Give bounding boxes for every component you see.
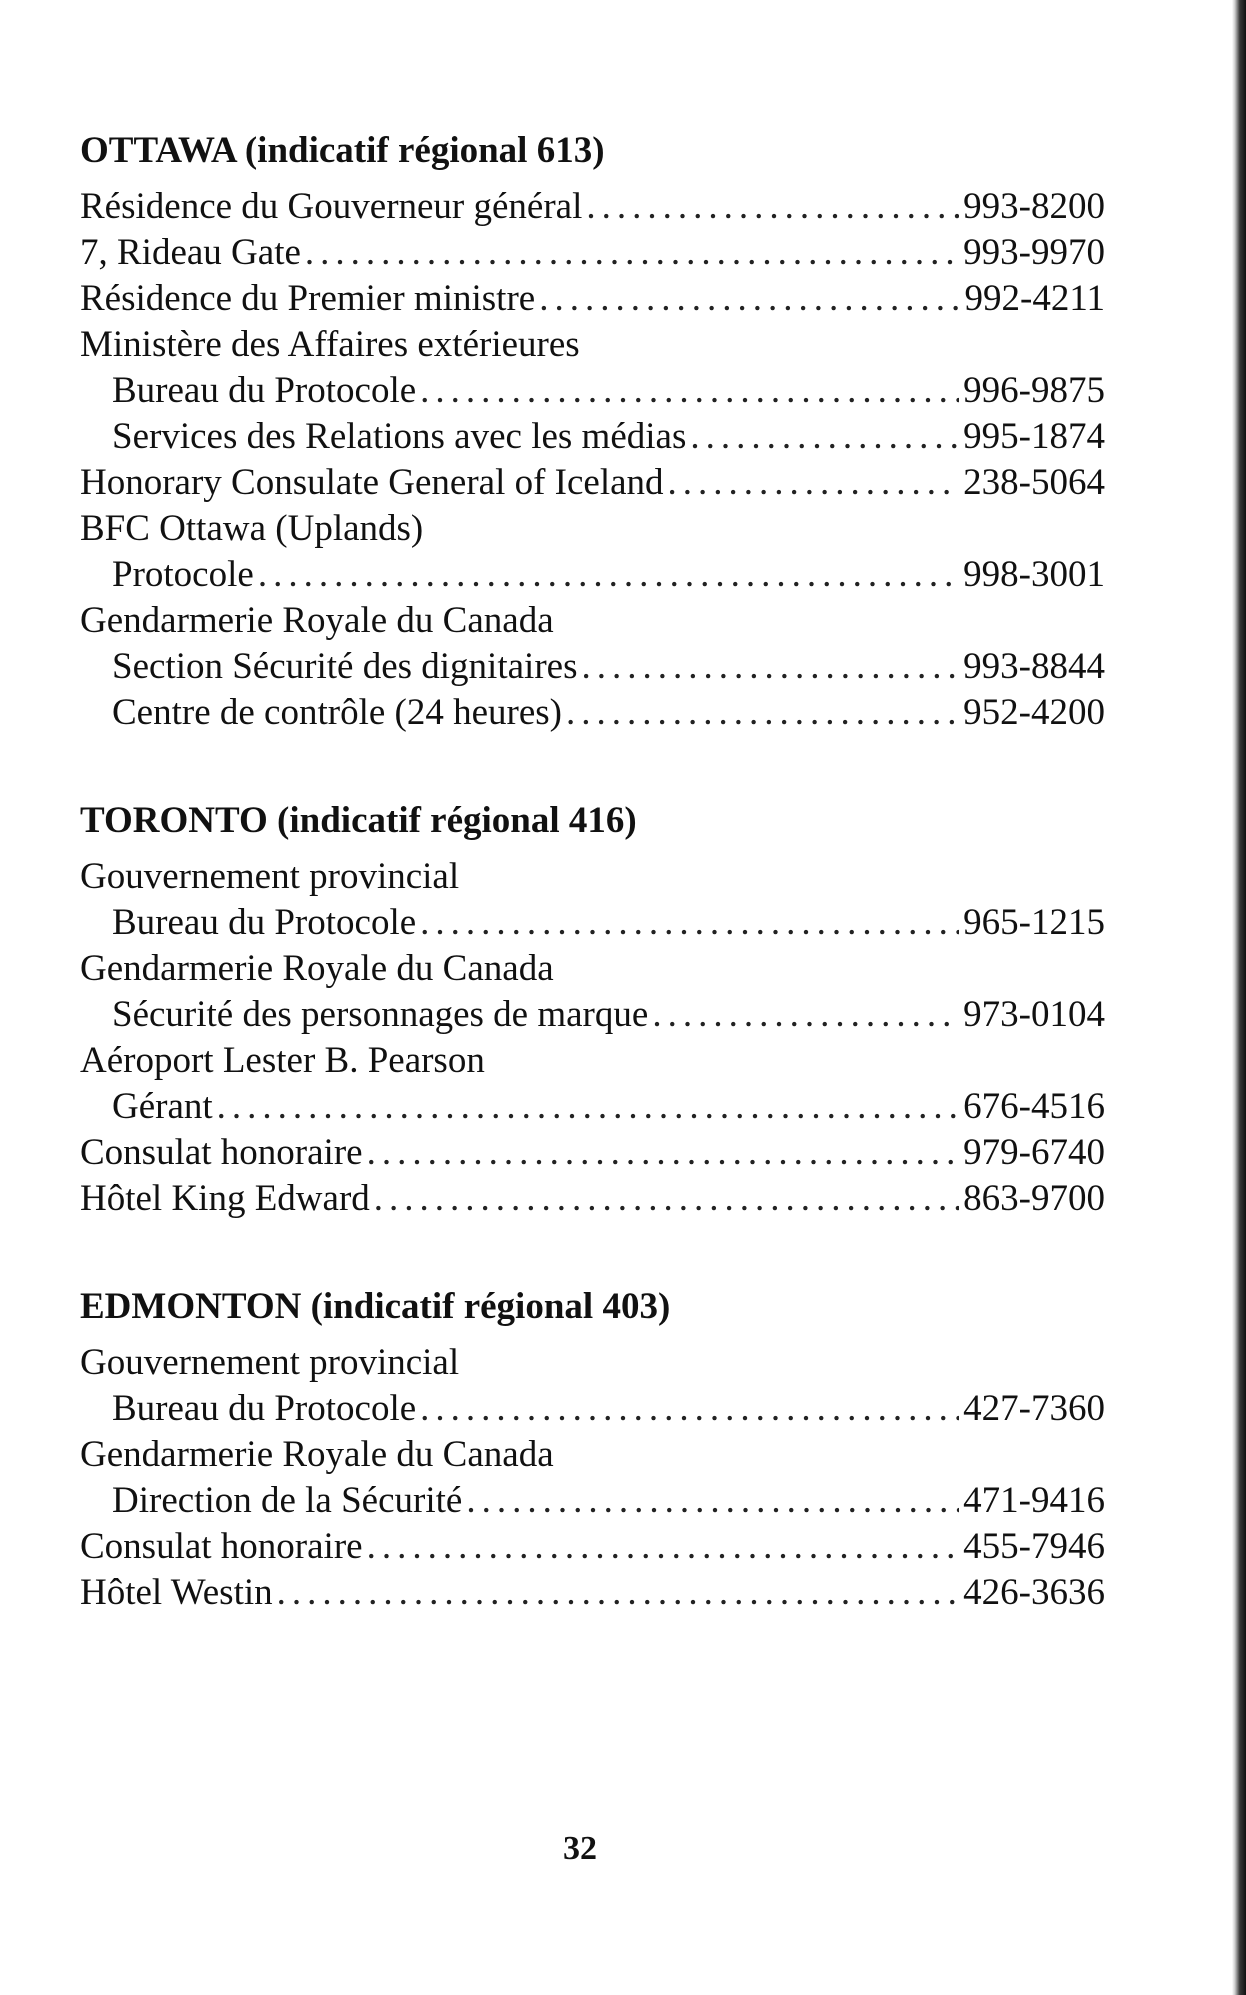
entry-label: Gouvernement provincial xyxy=(80,856,460,897)
entry-row xyxy=(80,946,1105,992)
dot-leader xyxy=(668,460,960,506)
dot-leader xyxy=(420,1386,959,1432)
sub-entry-label: Bureau du Protocole xyxy=(112,370,417,411)
directory-entry xyxy=(80,1130,1105,1176)
directory-section xyxy=(80,128,1105,736)
phone-number: 993-8200 xyxy=(963,186,1105,227)
dot-leader xyxy=(305,230,959,276)
dot-leader xyxy=(566,690,959,736)
entry-row xyxy=(80,460,1105,506)
directory-entry xyxy=(80,854,1105,946)
entry-row xyxy=(80,1340,1105,1386)
phone-number: 863-9700 xyxy=(963,1178,1105,1219)
entry-label: 7, Rideau Gate xyxy=(80,232,301,273)
entry-label: Gendarmerie Royale du Canada xyxy=(80,948,554,989)
dot-leader xyxy=(367,1130,960,1176)
dot-leader xyxy=(277,1570,960,1616)
directory-entry xyxy=(80,1038,1105,1130)
sub-entry-row xyxy=(80,690,1105,736)
dot-leader xyxy=(367,1524,960,1570)
phone-number: 676-4516 xyxy=(963,1086,1105,1127)
section-heading: EDMONTON (indicatif régional 403) xyxy=(80,1286,671,1327)
entry-row xyxy=(80,230,1105,276)
phone-number: 998-3001 xyxy=(963,554,1105,595)
dot-leader xyxy=(690,414,959,460)
directory-entry xyxy=(80,946,1105,1038)
phone-number: 996-9875 xyxy=(963,370,1105,411)
entry-row xyxy=(80,1570,1105,1616)
entry-row xyxy=(80,276,1105,322)
entry-label: Gouvernement provincial xyxy=(80,1342,460,1383)
entry-row xyxy=(80,184,1105,230)
sub-entry-row xyxy=(80,1478,1105,1524)
sub-entry-row xyxy=(80,644,1105,690)
sub-entry-label: Protocole xyxy=(112,554,254,595)
entry-row xyxy=(80,598,1105,644)
entry-label: Résidence du Gouverneur général xyxy=(80,186,583,227)
phone-number: 238-5064 xyxy=(963,462,1105,503)
dot-leader xyxy=(581,644,959,690)
sub-entry-label: Direction de la Sécurité xyxy=(112,1480,463,1521)
sub-entry-label: Bureau du Protocole xyxy=(112,1388,417,1429)
phone-number: 993-9970 xyxy=(963,232,1105,273)
directory-entry xyxy=(80,460,1105,506)
dot-leader xyxy=(374,1176,959,1222)
directory-entry xyxy=(80,1340,1105,1432)
dot-leader xyxy=(217,1084,960,1130)
entry-label: Hôtel King Edward xyxy=(80,1178,370,1219)
directory-entry xyxy=(80,230,1105,276)
phone-number: 979-6740 xyxy=(963,1132,1105,1173)
directory-entry xyxy=(80,322,1105,460)
sub-entry-label: Sécurité des personnages de marque xyxy=(112,994,649,1035)
sub-entry-row xyxy=(80,552,1105,598)
entry-row xyxy=(80,506,1105,552)
section-heading: TORONTO (indicatif régional 416) xyxy=(80,800,637,841)
section-heading: OTTAWA (indicatif régional 613) xyxy=(80,130,605,171)
page-edge-shadow xyxy=(1232,0,1246,1995)
sub-entry-label: Bureau du Protocole xyxy=(112,902,417,943)
sub-entry-label: Section Sécurité des dignitaires xyxy=(112,646,578,687)
entry-label: Hôtel Westin xyxy=(80,1572,273,1613)
phone-number: 973-0104 xyxy=(963,994,1105,1035)
entry-row xyxy=(80,1176,1105,1222)
entry-label: Ministère des Affaires extérieures xyxy=(80,324,580,365)
phone-number: 427-7360 xyxy=(963,1388,1105,1429)
phone-number: 995-1874 xyxy=(963,416,1105,457)
entry-label: Résidence du Premier ministre xyxy=(80,278,536,319)
sub-entry-row xyxy=(80,414,1105,460)
dot-leader xyxy=(420,368,959,414)
entry-label: Honorary Consulate General of Iceland xyxy=(80,462,664,503)
dot-leader xyxy=(586,184,959,230)
directory-entry xyxy=(80,276,1105,322)
directory-entry xyxy=(80,598,1105,736)
entry-row xyxy=(80,1432,1105,1478)
directory-page xyxy=(80,128,1105,1678)
sub-entry-row xyxy=(80,1386,1105,1432)
dot-leader xyxy=(420,900,959,946)
phone-number: 965-1215 xyxy=(963,902,1105,943)
directory-entry xyxy=(80,184,1105,230)
dot-leader xyxy=(258,552,959,598)
entry-label: Gendarmerie Royale du Canada xyxy=(80,600,554,641)
directory-entry xyxy=(80,1570,1105,1616)
page-number: 32 xyxy=(563,1830,597,1867)
sub-entry-label: Gérant xyxy=(112,1086,213,1127)
phone-number: 455-7946 xyxy=(963,1526,1105,1567)
entry-row xyxy=(80,854,1105,900)
entry-label: BFC Ottawa (Uplands) xyxy=(80,508,424,549)
directory-section xyxy=(80,1284,1105,1616)
entry-row xyxy=(80,1524,1105,1570)
dot-leader xyxy=(652,992,959,1038)
sub-entry-label: Services des Relations avec les médias xyxy=(112,416,687,457)
phone-number: 471-9416 xyxy=(963,1480,1105,1521)
entry-label: Gendarmerie Royale du Canada xyxy=(80,1434,554,1475)
directory-section xyxy=(80,798,1105,1222)
sub-entry-row xyxy=(80,900,1105,946)
directory-entry xyxy=(80,1432,1105,1524)
sub-entry-label: Centre de contrôle (24 heures) xyxy=(112,692,562,733)
sub-entry-row xyxy=(80,368,1105,414)
directory-entry xyxy=(80,506,1105,598)
entry-label: Consulat honoraire xyxy=(80,1132,363,1173)
entry-row xyxy=(80,322,1105,368)
dot-leader xyxy=(539,276,960,322)
entry-row xyxy=(80,1130,1105,1176)
sub-entry-row xyxy=(80,1084,1105,1130)
phone-number: 992-4211 xyxy=(964,278,1105,319)
phone-number: 952-4200 xyxy=(963,692,1105,733)
sub-entry-row xyxy=(80,992,1105,1038)
phone-number: 993-8844 xyxy=(963,646,1105,687)
entry-label: Consulat honoraire xyxy=(80,1526,363,1567)
directory-entry xyxy=(80,1524,1105,1570)
phone-number: 426-3636 xyxy=(963,1572,1105,1613)
entry-row xyxy=(80,1038,1105,1084)
entry-label: Aéroport Lester B. Pearson xyxy=(80,1040,485,1081)
directory-entry xyxy=(80,1176,1105,1222)
dot-leader xyxy=(466,1478,959,1524)
